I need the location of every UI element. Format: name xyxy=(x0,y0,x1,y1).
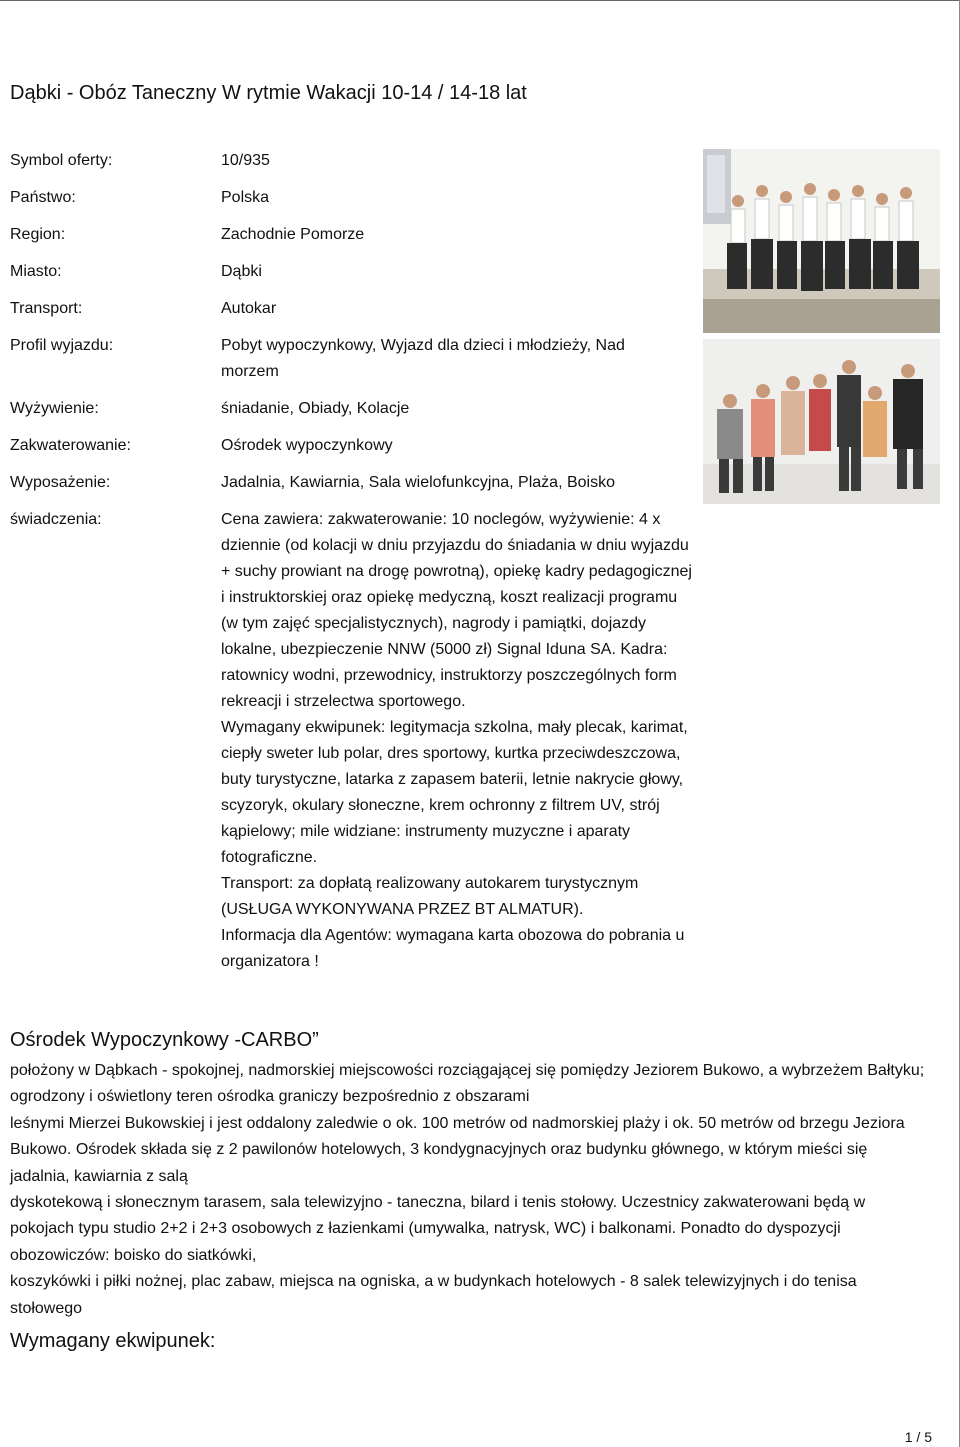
dancers-pose-photo xyxy=(703,339,940,504)
resort-paragraph: dyskotekową i słonecznym tarasem, sala telewizyjno - taneczna, bilard i tenis stołowy. Uczestnicy zakwaterowani będą w pokojach typu studio 2+2 i 2+3 osobowych z łazienkami (umywalka, natrysk, WC) i balkonami. Ponadto do dyspozycji obozowiczów: boisko do siatkówki, xyxy=(10,1194,866,1264)
spec-value: Pobyt wypoczynkowy, Wyjazd dla dzieci i młodzieży, Nad morzem xyxy=(221,337,625,380)
benefits-text xyxy=(221,507,697,975)
spec-value: Autokar xyxy=(221,300,277,317)
spec-value: 10/935 xyxy=(221,152,270,169)
spec-value: Zachodnie Pomorze xyxy=(221,226,365,243)
spec-row-benefits xyxy=(10,507,700,975)
spec-label: Profil wyjazdu: xyxy=(10,337,114,354)
spec-label: Wyżywienie: xyxy=(10,400,99,417)
spec-row-city xyxy=(10,259,700,296)
spec-value: Jadalnia, Kawiarnia, Sala wielofunkcyjna, Plaża, Boisko xyxy=(221,474,615,491)
dance-group-photo xyxy=(703,149,940,333)
dancers-pose-photo-image xyxy=(703,339,940,504)
page-title: Dąbki - Obóz Taneczny W rytmie Wakacji 10-14 / 14-18 lat xyxy=(10,82,527,104)
page-top-border xyxy=(0,0,960,1)
resort-paragraph: położony w Dąbkach - spokojnej, nadmorskiej miejscowości rozciągającej się pomiędzy Jeziorem Bukowo, a wybrzeżem Bałtyku; ogrodzony i oświetlony teren ośrodka graniczy bezpośrednio z obszarami xyxy=(10,1062,925,1106)
spec-value: Dąbki xyxy=(221,263,262,280)
dance-group-photo-image xyxy=(703,149,940,333)
spec-value: śniadanie, Obiady, Kolacje xyxy=(221,400,410,417)
spec-label: Miasto: xyxy=(10,263,62,280)
spec-label: Region: xyxy=(10,226,66,243)
spec-row-country xyxy=(10,185,700,222)
resort-description xyxy=(10,1058,930,1322)
spec-value: Polska xyxy=(221,189,270,206)
resort-paragraph: koszykówki i piłki nożnej, plac zabaw, miejsca na ogniska, a w budynkach hotelowych - 8 salek telewizyjnych i do tenisa stołowego xyxy=(10,1273,857,1317)
spec-label: Zakwaterowanie: xyxy=(10,437,131,454)
spec-label: Transport: xyxy=(10,300,83,317)
offer-specs xyxy=(10,148,700,975)
benefits-paragraph: Informacja dla Agentów: wymagana karta obozowa do pobrania u organizatora ! xyxy=(221,927,685,970)
spec-row-symbol xyxy=(10,148,700,185)
resort-paragraph: leśnymi Mierzei Bukowskiej i jest oddalony zaledwie o ok. 100 metrów od nadmorskiej plaży i ok. 50 metrów od brzegu Jeziora Bukowo. Ośrodek składa się z 2 pawilonów hotelowych, 3 kondygnacyjnych oraz budynku głównego, w którym mieści się jadalnia, kawiarnia z salą xyxy=(10,1114,905,1185)
spec-row-profile xyxy=(10,333,700,396)
spec-label: Państwo: xyxy=(10,189,76,206)
spec-row-transport xyxy=(10,296,700,333)
spec-label: Wyposażenie: xyxy=(10,474,111,491)
benefits-paragraph: Transport: za dopłatą realizowany autokarem turystycznym (USŁUGA WYKONYWANA PRZEZ BT ALMATUR). xyxy=(221,875,639,918)
equipment-heading: Wymagany ekwipunek: xyxy=(10,1330,216,1352)
benefits-paragraph: Wymagany ekwipunek: legitymacja szkolna, mały plecak, karimat, ciepły sweter lub polar, dres sportowy, kurtka przeciwdeszczowa, buty turystyczne, latarka z zapasem baterii, letnie nakrycie głowy, scyzoryk, okulary słoneczne, krem ochronny z filtrem UV, strój kąpielowy; mile widziane: instrumenty muzyczne i aparaty fotograficzne. xyxy=(221,719,688,866)
page-number: 1 / 5 xyxy=(904,1429,932,1445)
spec-value: Ośrodek wypoczynkowy xyxy=(221,437,393,454)
spec-row-accommodation xyxy=(10,433,700,470)
resort-heading: Ośrodek Wypoczynkowy -CARBO” xyxy=(10,1029,319,1051)
spec-label: Symbol oferty: xyxy=(10,152,113,169)
benefits-paragraph: Cena zawiera: zakwaterowanie: 10 noclegów, wyżywienie: 4 x dziennie (od kolacji w dniu przyjazdu do śniadania w dniu wyjazdu + suchy prowiant na drogę powrotną), opiekę kadry pedagogicznej i instruktorskiej oraz opiekę medyczną, koszt realizacji programu (w tym zajęć specjalistycznych), nagrody i pamiątki, dojazdy lokalne, ubezpieczenie NNW (5000 zł) Signal Iduna SA. Kadra: ratownicy wodni, przewodnicy, instruktorzy poszczególnych form rekreacji i strzelectwa sportowego. xyxy=(221,511,692,710)
spec-row-region xyxy=(10,222,700,259)
spec-row-meals xyxy=(10,396,700,433)
spec-label: świadczenia: xyxy=(10,511,102,528)
spec-row-facilities xyxy=(10,470,700,507)
